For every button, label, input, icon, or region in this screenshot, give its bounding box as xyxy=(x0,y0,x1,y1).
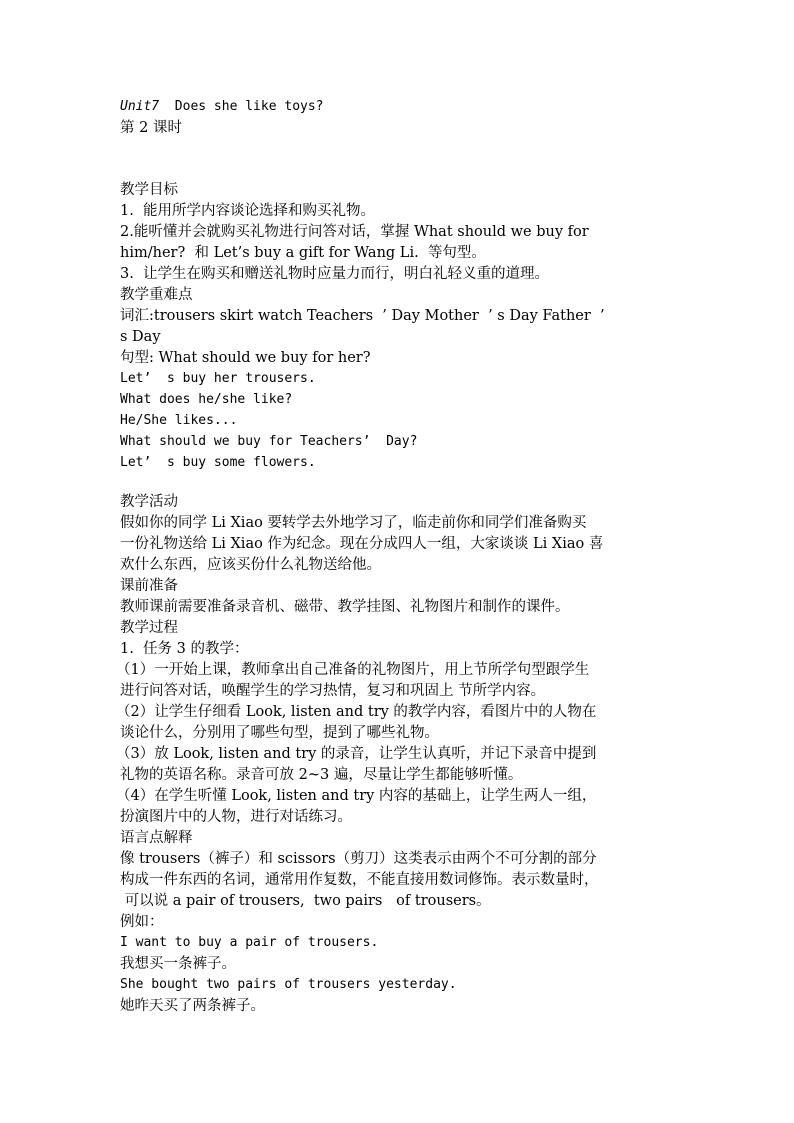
example-2-chinese: 她昨天买了两条裤子。 xyxy=(120,998,265,1014)
example-1-chinese: 我想买一条裤子。 xyxy=(120,956,236,972)
vocab-line-2: s Day xyxy=(120,329,161,345)
vocab-line-1: 词汇:trousers skirt watch Teachers ’ Day Mother ’ s Day Father ’ xyxy=(120,308,605,324)
sentence-pattern-2: Let’ s buy her trousers. xyxy=(120,371,316,386)
objectives-heading: 教学目标 xyxy=(120,182,178,198)
sentence-pattern-5: What should we buy for Teachers’ Day? xyxy=(120,434,418,449)
unit-title xyxy=(120,97,690,117)
objective-1: 1. 能用所学内容谈论选择和购买礼物。 xyxy=(120,203,376,219)
step-2-line2: 谈论什么，分别用了哪些句型，提到了哪些礼物。 xyxy=(120,725,439,741)
step-4-line1: （4）在学生听懂 Look, listen and try 内容的基础上，让学生两人一组， xyxy=(116,788,597,804)
language-point-line2: 构成一件东西的名词，通常用作复数，不能直接用数词修饰。表示数量时， xyxy=(120,872,599,888)
objective-2-line2: him/her? 和 Let’s buy a gift for Wang Li. 等句型。 xyxy=(120,245,486,261)
activity-line-3: 欢什么东西，应该买份什么礼物送给他。 xyxy=(120,557,381,573)
example-2-english: She bought two pairs of trousers yesterday. xyxy=(120,977,457,992)
activity-heading: 教学活动 xyxy=(120,494,178,510)
unit-title-text: Does she like toys? xyxy=(159,99,324,114)
task-title: 1. 任务 3 的教学： xyxy=(120,641,249,657)
sentence-pattern-4: He/She likes... xyxy=(120,413,238,428)
example-1-english: I want to buy a pair of trousers. xyxy=(120,935,379,950)
sentence-pattern-1: 句型: What should we buy for her? xyxy=(120,350,371,366)
unit-label: Unit7 xyxy=(120,99,160,114)
prep-heading: 课前准备 xyxy=(120,578,178,594)
example-heading: 例如： xyxy=(120,914,164,930)
step-4-line2: 扮演图片中的人物，进行对话练习。 xyxy=(120,809,352,825)
language-points-heading: 语言点解释 xyxy=(120,830,193,846)
step-3-line1: （3）放 Look, listen and try 的录音，让学生认真听，并记下录音中提到 xyxy=(116,746,597,762)
activity-line-1: 假如你的同学 Li Xiao 要转学去外地学习了，临走前你和同学们准备购买 xyxy=(120,515,587,531)
step-1-line1: （1）一开始上课，教师拿出自己准备的礼物图片，用上节所学句型跟学生 xyxy=(116,662,590,678)
objective-3: 3. 让学生在购买和赠送礼物时应量力而行，明白礼轻义重的道理。 xyxy=(120,266,550,282)
step-1-line2: 进行问答对话，唤醒学生的学习热情，复习和巩固上 节所学内容。 xyxy=(120,683,546,699)
objective-2-line1: 2.能听懂并会就购买礼物进行问答对话，掌握 What should we buy for xyxy=(120,224,589,240)
process-heading: 教学过程 xyxy=(120,620,178,636)
step-2-line1: （2）让学生仔细看 Look, listen and try 的教学内容，看图片中的人物在 xyxy=(116,704,597,720)
lesson-number: 第 2 课时 xyxy=(120,120,182,136)
step-3-line2: 礼物的英语名称。录音可放 2~3 遍，尽量让学生都能够听懂。 xyxy=(120,767,523,783)
language-point-line1: 像 trousers（裤子）和 scissors（剪刀）这类表示由两个不可分割的部分 xyxy=(120,851,597,867)
prep-text: 教师课前需要准备录音机、磁带、教学挂图、礼物图片和制作的课件。 xyxy=(120,599,570,615)
sentence-pattern-6: Let’ s buy some flowers. xyxy=(120,455,316,470)
sentence-pattern-3: What does he/she like? xyxy=(120,392,293,407)
key-points-heading: 教学重难点 xyxy=(120,287,193,303)
activity-line-2: 一份礼物送给 Li Xiao 作为纪念。现在分成四人一组，大家谈谈 Li Xiao 喜 xyxy=(120,536,604,552)
language-point-line3: 可以说 a pair of trousers, two pairs of trousers。 xyxy=(120,893,491,909)
